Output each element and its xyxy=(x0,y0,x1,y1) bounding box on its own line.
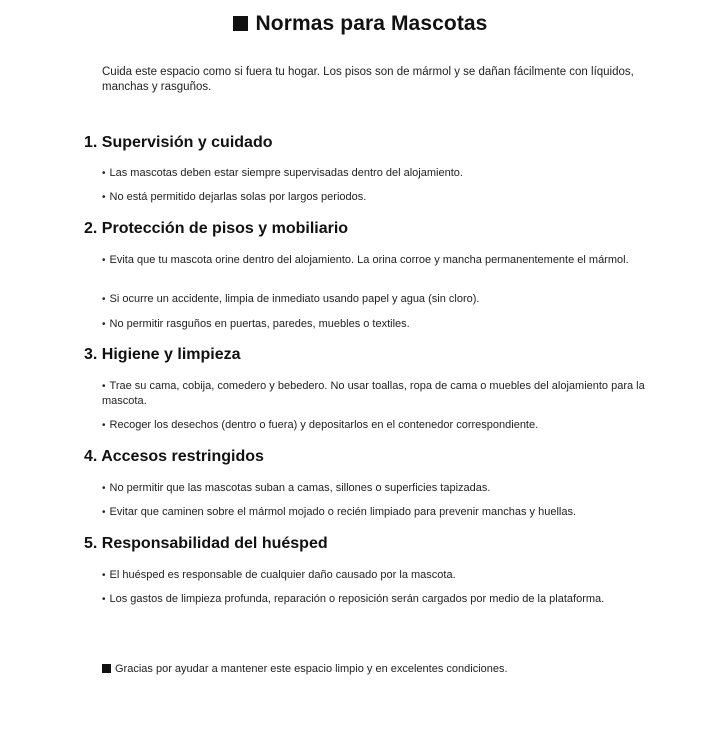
list-item: • Los gastos de limpieza profunda, reparación o reposición serán cargados por medio de la plataforma. xyxy=(102,593,605,605)
section-heading: 4. Accesos restringidos xyxy=(84,448,264,465)
square-bullet-icon xyxy=(233,16,248,31)
section-heading: 1. Supervisión y cuidado xyxy=(84,134,273,151)
list-item: • No permitir rasguños en puertas, paredes, muebles o textiles. xyxy=(102,318,410,330)
section-hygiene xyxy=(84,344,645,431)
section-heading: 5. Responsabilidad del huésped xyxy=(84,535,328,552)
list-item: • Evita que tu mascota orine dentro del alojamiento. La orina corroe y mancha permanentemente el mármol. xyxy=(102,254,629,266)
bullet-dot-icon: • xyxy=(102,483,106,494)
bullet-dot-icon: • xyxy=(102,570,106,581)
footer-text: Gracias por ayudar a mantener este espacio limpio y en excelentes condiciones. xyxy=(115,663,508,675)
page-title xyxy=(0,12,720,36)
bullet-dot-icon: • xyxy=(102,255,106,266)
footer-note xyxy=(102,662,662,676)
section-heading: 3. Higiene y limpieza xyxy=(84,346,241,363)
section-guest-responsibility xyxy=(84,533,644,605)
bullet-dot-icon: • xyxy=(102,319,106,330)
section-floor-protection xyxy=(84,218,644,330)
bullet-dot-icon: • xyxy=(102,168,106,179)
list-item: • Si ocurre un accidente, limpia de inmediato usando papel y agua (sin cloro). xyxy=(102,293,480,305)
page-title-text: Normas para Mascotas xyxy=(255,12,488,35)
list-item: • No está permitido dejarlas solas por largos periodos. xyxy=(102,191,367,203)
bullet-dot-icon: • xyxy=(102,381,106,392)
bullet-dot-icon: • xyxy=(102,294,106,305)
list-item: • Trae su cama, cobija, comedero y bebedero. No usar toallas, ropa de cama o muebles del alojamiento para la mascota. xyxy=(102,380,645,407)
list-item: • Recoger los desechos (dentro o fuera) y depositarlos en el contenedor correspondiente. xyxy=(102,419,539,431)
intro-paragraph: Cuida este espacio como si fuera tu hogar. Los pisos son de mármol y se dañan fácilmente con líquidos, manchas y rasguños. xyxy=(102,66,634,93)
list-item: • Las mascotas deben estar siempre supervisadas dentro del alojamiento. xyxy=(102,167,463,179)
list-item: • No permitir que las mascotas suban a camas, sillones o superficies tapizadas. xyxy=(102,482,491,494)
section-supervision xyxy=(84,132,644,203)
list-item: • Evitar que caminen sobre el mármol mojado o recién limpiado para prevenir manchas y huellas. xyxy=(102,506,577,518)
section-restricted-access xyxy=(84,446,644,518)
bullet-dot-icon: • xyxy=(102,420,106,431)
bullet-dot-icon: • xyxy=(102,192,106,203)
bullet-dot-icon: • xyxy=(102,594,106,605)
square-bullet-icon xyxy=(102,664,111,673)
bullet-dot-icon: • xyxy=(102,507,106,518)
section-heading: 2. Protección de pisos y mobiliario xyxy=(84,220,349,237)
list-item: • El huésped es responsable de cualquier daño causado por la mascota. xyxy=(102,569,456,581)
